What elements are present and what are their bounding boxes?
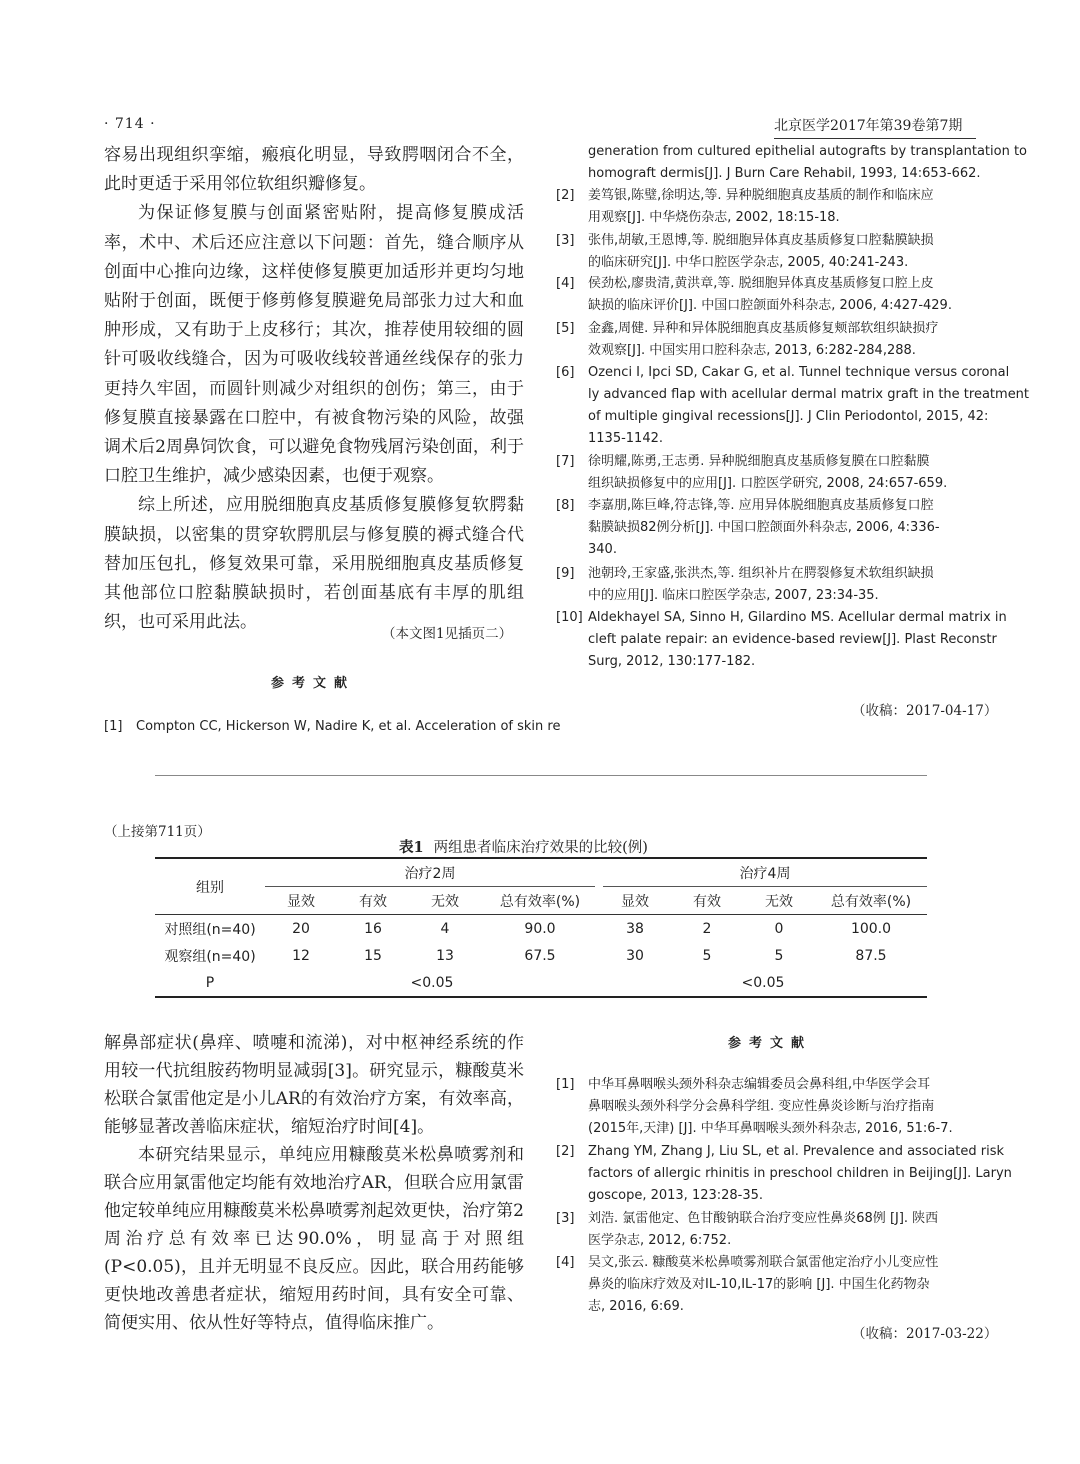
reference-item [556,1208,1056,1252]
reference-text: 李嘉朋,陈巨峰,符志锋,等. 应用异体脱细胞真皮基质修复口腔 黏膜缺损82例分析[J]. 中国口腔颌面外科杂志, 2006, 4:336- 340. [588,498,940,557]
reference-item [556,563,1056,607]
article-divider [155,775,927,776]
table-subheader: 有效 [359,893,387,910]
table-subheader: 无效 [431,893,459,910]
table-cell: 38 [626,920,644,937]
reference-item [556,273,1056,317]
table-cell: 87.5 [855,947,887,964]
table-cell: 0 [774,920,784,937]
top-left-column [104,141,524,637]
reference-text: 池朝玲,王家盛,张洪杰,等. 组织补片在腭裂修复术软组织缺损 中的应用[J]. 临床口腔医学杂志, 2007, 23:34-35. [588,566,934,603]
table-header-period2: 治疗4周 [599,859,927,887]
table-label: 表1 [399,839,424,856]
references-title: 参考文献 [728,1036,813,1051]
table-header-period1: 治疗2周 [265,859,599,887]
reference-number: [4] [556,1255,575,1270]
reference-text: Ozenci I, Ipci SD, Cakar G, et al. Tunnel technique versus coronal ly advanced flap with acellular dermal matrix graft in the treatment of multiple gingival recessions[J]. J Clin Periodontol, 2015, 42: 1135-1142. [588,365,1030,446]
table-cell: 15 [364,947,382,964]
table-cell: 20 [292,920,310,937]
reference-number: [10] [556,610,583,625]
table-cell: 5 [774,947,784,964]
table-cell: 12 [292,947,310,964]
reference-number: [2] [556,1144,575,1159]
reference-text: Compton CC, Hickerson W, Nadire K, et al. Acceleration of skin re [136,719,561,734]
paragraph: 解鼻部症状(鼻痒、喷嚏和流涕)，对中枢神经系统的作用较一代抗组胺药物明显减弱[3]。研究显示，糠酸莫米松联合氯雷他定是小儿AR的有效治疗方案，有效率高，能够显著改善临床症状，缩短治疗时间[4]。 [104,1033,524,1137]
reference-number: [2] [556,188,575,203]
table-cell: 16 [364,920,382,937]
reference-number: [3] [556,1211,575,1226]
reference-number: [1] [104,719,123,734]
reference-item [556,495,1056,561]
table-cell: <0.05 [741,974,785,991]
continued-note: （上接第711页） [104,824,211,840]
reference-number: [5] [556,321,575,336]
table-subheader: 显效 [621,893,649,910]
reference-number: [7] [556,454,575,469]
reference-text: Zhang YM, Zhang J, Liu SL, et al. Prevalence and associated risk factors of allergic rhinitis in preschool children in Beijing[J]. Laryn goscope, 2013, 123:28-35. [588,1144,1012,1203]
table-cell: 30 [626,947,644,964]
reference-text: generation from cultured epithelial autografts by transplantation to homograft dermis[J]. J Burn Care Rehabil, 1993, 14:653-662. [588,144,1028,181]
table-subheader: 总有效率(%) [830,893,912,910]
results-table [155,857,927,998]
reference-item [556,451,1056,495]
reference-item [556,1074,1056,1140]
reference-number: [4] [556,276,575,291]
table-cell: 2 [702,920,712,937]
received-date: （收稿：2017-04-17） [852,703,998,719]
reference-item [556,1141,1056,1207]
reference-text: Aldekhayel SA, Sinno H, Gilardino MS. Acellular dermal matrix in cleft palate repair: an evidence-based review[J]. Plast Reconstr Surg, 2012, 130:177-182. [588,610,1007,669]
reference-number: [6] [556,365,575,380]
reference-item [556,318,1056,362]
table-cell: 90.0 [524,920,556,937]
reference-text: 吴文,张云. 糠酸莫米松鼻喷雾剂联合氯雷他定治疗小儿变应性 鼻炎的临床疗效及对IL-10,IL-17的影响 [J]. 中国生化药物杂 志, 2016, 6:69. [588,1255,939,1314]
table-cell: 4 [440,920,450,937]
paragraph: 为保证修复膜与创面紧密贴附，提高修复膜成活率，术中、术后还应注意以下问题：首先，缝合顺序从创面中心推向边缘，这样使修复膜更加适形并更均匀地贴附于创面，既便于修剪修复膜避免局部张力过大和血肿形成，又有助于上皮移行；其次，推荐使用较细的圆针可吸收线缝合，因为可吸收线较普通丝线保存的张力更持久牢固，而圆针则减少对组织的创伤；第三，由于修复膜直接暴露在口腔中，有被食物污染的风险，故强调术后2周鼻饲饮食，可以避免食物残屑污染创面，利于口腔卫生维护，减少感染因素，也便于观察。 [104,203,524,487]
row-label: 观察组(n=40) [164,948,256,965]
table-subheader: 总有效率(%) [499,893,581,910]
table-title: 两组患者临床治疗效果的比较(例) [433,840,648,856]
reference-number: [8] [556,498,575,513]
table-row [155,942,927,969]
reference-number: [1] [556,1077,575,1092]
reference-text: 中华耳鼻咽喉头颈外科杂志编辑委员会鼻科组,中华医学会耳 鼻咽喉头颈外科学分会鼻科学组. 变应性鼻炎诊断与治疗指南 (2015年,天津) [J]. 中华耳鼻咽喉头颈外科杂志, 2016, 51:6-7. [588,1077,953,1136]
reference-item [556,1252,1056,1318]
table-subheader: 无效 [765,893,793,910]
reference-text: 刘浩. 氯雷他定、色甘酸钠联合治疗变应性鼻炎68例 [J]. 陕西 医学杂志, 2012, 6:752. [588,1211,939,1248]
journal-header: 北京医学2017年第39卷第7期 [774,115,976,139]
table-subheader: 显效 [287,893,315,910]
received-date: （收稿：2017-03-22） [852,1326,998,1342]
table-subheader: 有效 [693,893,721,910]
reference-text: 金鑫,周健. 异种和异体脱细胞真皮基质修复颊部软组织缺损疗 效观察[J]. 中国实用口腔科杂志, 2013, 6:282-284,288. [588,321,939,358]
reference-number: [9] [556,566,575,581]
paragraph: 本研究结果显示，单纯应用糠酸莫米松鼻喷雾剂和联合应用氯雷他定均能有效地治疗AR，但联合应用氯雷他定较单纯应用糠酸莫米松鼻喷雾剂起效更快，治疗第2周治疗总有效率已达90.0%，明显高于对照组(P<0.05)，且并无明显不良反应。因此，联合用药能够更快地改善患者症状，缩短用药时间，具有安全可靠、简便实用、依从性好等特点，值得临床推广。 [104,1145,524,1333]
table-cell: 67.5 [524,947,556,964]
table-caption [399,836,648,857]
table-cell: 5 [702,947,712,964]
reference-item [556,185,1056,229]
reference-text: 徐明耀,陈勇,王志勇. 异种脱细胞真皮基质修复膜在口腔黏膜 组织缺损修复中的应用[J]. 口腔医学研究, 2008, 24:657-659. [588,454,948,491]
reference-item [556,362,1056,450]
reference-continuation [556,141,1056,185]
table-cell: 13 [436,947,454,964]
references-title: 参考文献 [271,676,356,691]
reference-item [556,607,1056,673]
reference-text: 姜笃银,陈璧,徐明达,等. 异种脱细胞真皮基质的制作和临床应 用观察[J]. 中华烧伤杂志, 2002, 18:15-18. [588,188,934,225]
reference-item [556,230,1056,274]
row-label: 对照组(n=40) [164,921,256,938]
reference-number: [3] [556,233,575,248]
paragraph: 容易出现组织挛缩，瘢痕化明显，导致腭咽闭合不全，此时更适于采用邻位软组织瓣修复。 [104,145,524,195]
figure-note: （本文图1见插页二） [382,626,513,642]
row-label: P [205,974,215,991]
table-header-group: 组别 [196,879,224,896]
table-row [155,915,927,943]
reference-text: 侯劲松,廖贵清,黄洪章,等. 脱细胞异体真皮基质修复口腔上皮 缺损的临床评价[J]. 中国口腔颌面外科杂志, 2006, 4:427-429. [588,276,952,313]
table-cell: 100.0 [850,920,892,937]
reference-item [104,716,564,738]
table-row [155,969,927,996]
page-number: · 714 · [104,116,156,132]
reference-text: 张伟,胡敏,王恩博,等. 脱细胞异体真皮基质修复口腔黏膜缺损 的临床研究[J]. 中华口腔医学杂志, 2005, 40:241-243. [588,233,934,270]
table-cell: <0.05 [410,974,454,991]
paragraph: 综上所述，应用脱细胞真皮基质修复膜修复软腭黏膜缺损，以密集的贯穿软腭肌层与修复膜的褥式缝合代替加压包扎，修复效果可靠，采用脱细胞真皮基质修复其他部位口腔黏膜缺损时，若创面基底有丰厚的肌组织，也可采用此法。 [104,495,524,633]
bottom-left-column [104,1029,524,1337]
